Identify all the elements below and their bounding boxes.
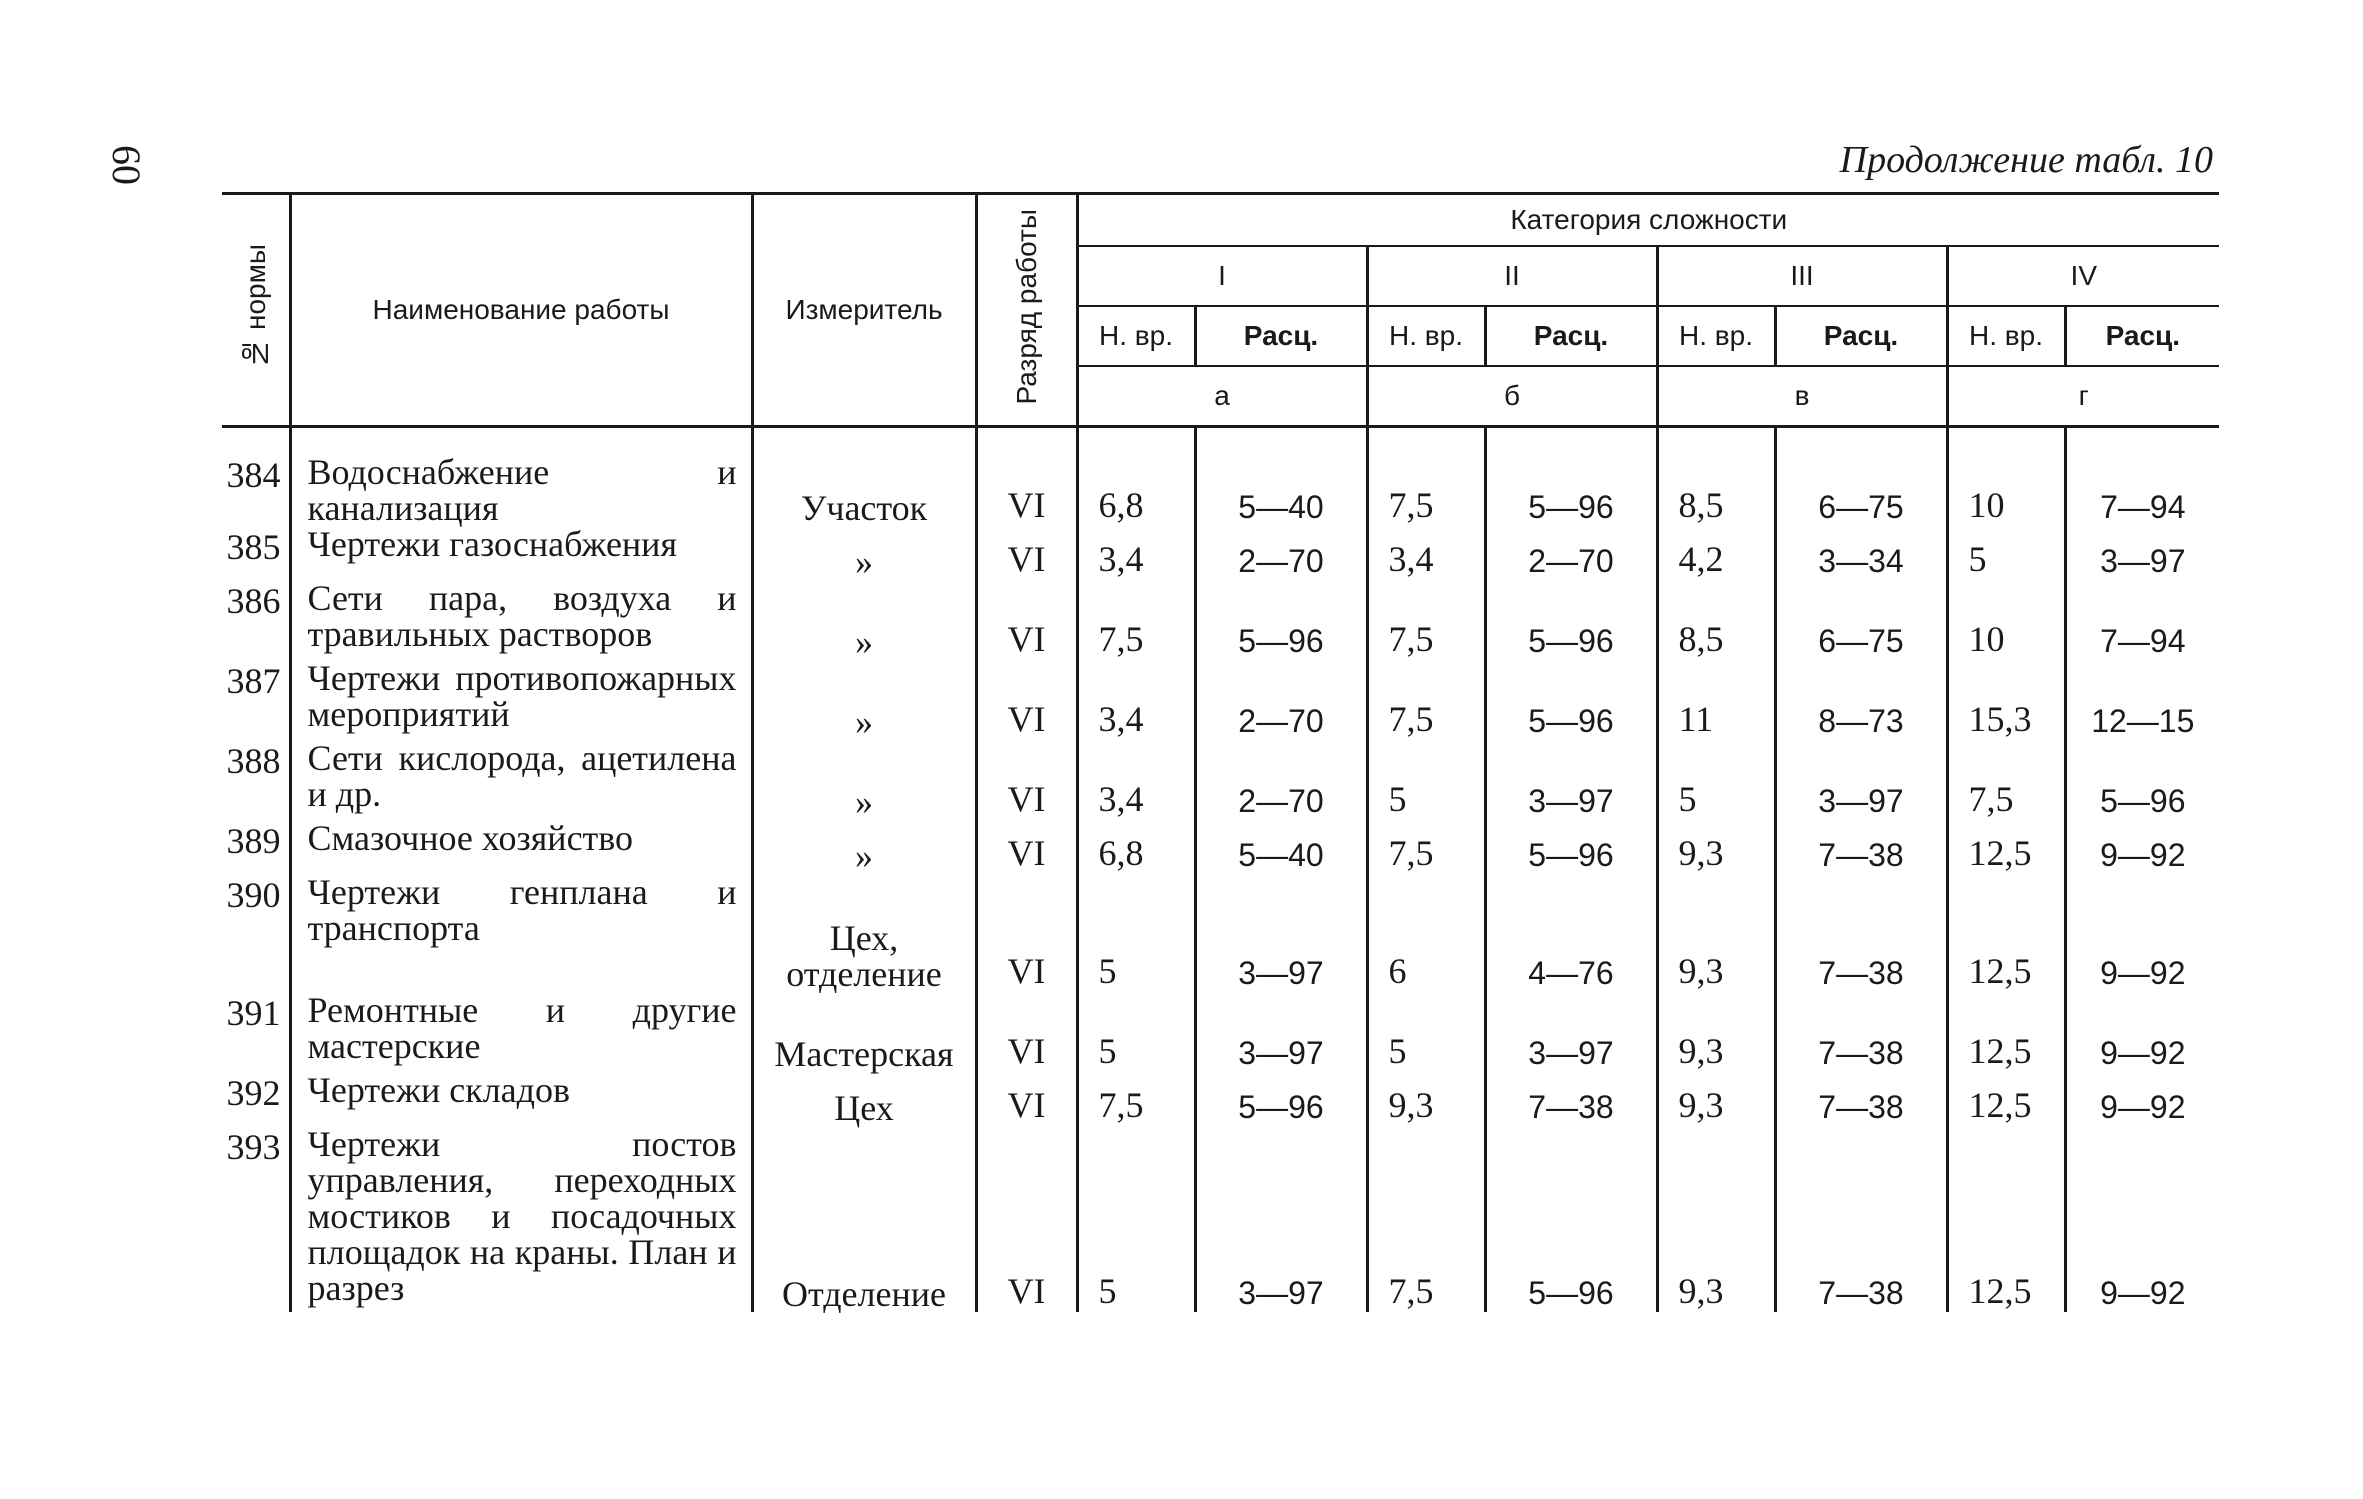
time-norm-cat3: 9,3 <box>1657 1126 1775 1312</box>
time-norm-cat3: 11 <box>1657 660 1775 740</box>
table-continuation-caption: Продолжение табл. 10 <box>1839 139 2213 181</box>
rate-cat1: 3—97 <box>1195 1126 1367 1312</box>
time-norm-cat1: 7,5 <box>1077 1072 1195 1126</box>
header-rasc-4: Расц. <box>2065 306 2219 366</box>
norm-number: 385 <box>226 527 281 567</box>
header-work-name: Наименование работы <box>290 194 752 427</box>
norm-number: 388 <box>226 741 281 781</box>
work-name: Чертежи постов управления, переходных мостиков и посадочных площадок на краны. План и разрез <box>290 1126 752 1312</box>
rate-cat4: 7—94 <box>2065 580 2219 660</box>
rate-cat2: 5—96 <box>1485 1126 1657 1312</box>
rate-cat2: 5—96 <box>1485 454 1657 526</box>
rate-cat2: 3—97 <box>1485 992 1657 1072</box>
rate-cat1: 3—97 <box>1195 992 1367 1072</box>
grade: VI <box>976 820 1077 874</box>
time-norm-cat1: 6,8 <box>1077 820 1195 874</box>
time-norm-cat1: 5 <box>1077 1126 1195 1312</box>
time-norm-cat4: 15,3 <box>1947 660 2065 740</box>
time-norm-cat2: 7,5 <box>1367 580 1485 660</box>
header-rasc-1: Расц. <box>1195 306 1367 366</box>
time-norm-cat3: 9,3 <box>1657 820 1775 874</box>
grade: VI <box>976 992 1077 1072</box>
table-row <box>222 874 2219 992</box>
time-norm-cat4: 12,5 <box>1947 820 2065 874</box>
rate-cat1: 5—96 <box>1195 1072 1367 1126</box>
table-row <box>222 820 2219 874</box>
header-grade: Разряд работы <box>976 194 1077 427</box>
rate-cat1: 5—40 <box>1195 454 1367 526</box>
norm-number: 389 <box>226 821 281 861</box>
table-row <box>222 526 2219 580</box>
grade: VI <box>976 580 1077 660</box>
time-norm-cat3: 9,3 <box>1657 874 1775 992</box>
time-norm-cat1: 6,8 <box>1077 454 1195 526</box>
rate-cat3: 6—75 <box>1775 580 1947 660</box>
table-row <box>222 1072 2219 1126</box>
measure: Цех <box>752 1072 976 1126</box>
time-norm-cat2: 5 <box>1367 740 1485 820</box>
header-complexity: Категория сложности <box>1077 194 2219 247</box>
rate-cat3: 8—73 <box>1775 660 1947 740</box>
time-norm-cat2: 7,5 <box>1367 1126 1485 1312</box>
time-norm-cat2: 7,5 <box>1367 820 1485 874</box>
page-number: 60 <box>104 145 149 185</box>
time-norm-cat1: 5 <box>1077 992 1195 1072</box>
grade: VI <box>976 1072 1077 1126</box>
rate-cat4: 5—96 <box>2065 740 2219 820</box>
rate-cat3: 7—38 <box>1775 1072 1947 1126</box>
work-name: Сети пара, воздуха и травильных растворов <box>290 580 752 660</box>
rate-cat1: 3—97 <box>1195 874 1367 992</box>
rate-cat4: 9—92 <box>2065 992 2219 1072</box>
time-norm-cat4: 12,5 <box>1947 1072 2065 1126</box>
time-norm-cat4: 12,5 <box>1947 992 2065 1072</box>
norms-table <box>222 192 2219 1312</box>
work-name: Чертежи генплана и транспорта <box>290 874 752 992</box>
time-norm-cat1: 3,4 <box>1077 526 1195 580</box>
table-header <box>222 194 2219 427</box>
grade: VI <box>976 874 1077 992</box>
measure: » <box>752 580 976 660</box>
time-norm-cat4: 10 <box>1947 580 2065 660</box>
header-measure: Измеритель <box>752 194 976 427</box>
time-norm-cat2: 7,5 <box>1367 660 1485 740</box>
grade: VI <box>976 660 1077 740</box>
rate-cat2: 7—38 <box>1485 1072 1657 1126</box>
time-norm-cat2: 3,4 <box>1367 526 1485 580</box>
header-letter-a: а <box>1077 366 1367 427</box>
rate-cat1: 2—70 <box>1195 526 1367 580</box>
rate-cat3: 7—38 <box>1775 992 1947 1072</box>
measure: Отделение <box>752 1126 976 1312</box>
header-rasc-2: Расц. <box>1485 306 1657 366</box>
table-row <box>222 740 2219 820</box>
measure: » <box>752 526 976 580</box>
rate-cat4: 9—92 <box>2065 1072 2219 1126</box>
table-row <box>222 454 2219 526</box>
rate-cat3: 7—38 <box>1775 1126 1947 1312</box>
table-row <box>222 660 2219 740</box>
rate-cat4: 9—92 <box>2065 874 2219 992</box>
header-norm-no: № нормы <box>222 194 290 427</box>
grade: VI <box>976 526 1077 580</box>
header-nvr-2: Н. вр. <box>1367 306 1485 366</box>
rate-cat2: 5—96 <box>1485 820 1657 874</box>
measure: Мастерская <box>752 992 976 1072</box>
measure: » <box>752 660 976 740</box>
work-name: Чертежи противопожарных мероприятий <box>290 660 752 740</box>
work-name: Водоснабжение и канализация <box>290 454 752 526</box>
header-category-3: III <box>1657 246 1947 306</box>
norm-number: 387 <box>226 661 281 701</box>
header-category-4: IV <box>1947 246 2219 306</box>
work-name: Чертежи газоснабжения <box>290 526 752 580</box>
header-category-2: II <box>1367 246 1657 306</box>
time-norm-cat2: 7,5 <box>1367 454 1485 526</box>
header-nvr-3: Н. вр. <box>1657 306 1775 366</box>
time-norm-cat1: 3,4 <box>1077 740 1195 820</box>
grade: VI <box>976 740 1077 820</box>
grade: VI <box>976 1126 1077 1312</box>
measure: Цех, отделение <box>752 874 976 992</box>
time-norm-cat3: 9,3 <box>1657 1072 1775 1126</box>
measure: » <box>752 740 976 820</box>
rate-cat2: 5—96 <box>1485 660 1657 740</box>
work-name: Смазочное хозяйство <box>290 820 752 874</box>
norm-number: 392 <box>226 1073 281 1113</box>
header-letter-g: г <box>1947 366 2219 427</box>
norm-number: 384 <box>226 455 281 495</box>
time-norm-cat1: 3,4 <box>1077 660 1195 740</box>
rate-cat2: 5—96 <box>1485 580 1657 660</box>
norm-number: 386 <box>226 581 281 621</box>
time-norm-cat4: 7,5 <box>1947 740 2065 820</box>
header-category-1: I <box>1077 246 1367 306</box>
table-body <box>222 427 2219 1313</box>
rate-cat3: 7—38 <box>1775 820 1947 874</box>
rate-cat4: 9—92 <box>2065 1126 2219 1312</box>
time-norm-cat3: 9,3 <box>1657 992 1775 1072</box>
work-name: Чертежи складов <box>290 1072 752 1126</box>
rate-cat4: 12—15 <box>2065 660 2219 740</box>
grade: VI <box>976 454 1077 526</box>
rate-cat1: 5—40 <box>1195 820 1367 874</box>
time-norm-cat2: 9,3 <box>1367 1072 1485 1126</box>
time-norm-cat3: 5 <box>1657 740 1775 820</box>
work-name: Сети кислорода, ацетилена и др. <box>290 740 752 820</box>
time-norm-cat1: 7,5 <box>1077 580 1195 660</box>
rate-cat2: 2—70 <box>1485 526 1657 580</box>
time-norm-cat2: 5 <box>1367 992 1485 1072</box>
rate-cat2: 3—97 <box>1485 740 1657 820</box>
rate-cat3: 7—38 <box>1775 874 1947 992</box>
time-norm-cat2: 6 <box>1367 874 1485 992</box>
rate-cat3: 3—97 <box>1775 740 1947 820</box>
time-norm-cat3: 8,5 <box>1657 454 1775 526</box>
table-row <box>222 1126 2219 1312</box>
rate-cat1: 5—96 <box>1195 580 1367 660</box>
time-norm-cat3: 8,5 <box>1657 580 1775 660</box>
norm-number: 393 <box>226 1127 281 1167</box>
rate-cat1: 2—70 <box>1195 660 1367 740</box>
time-norm-cat1: 5 <box>1077 874 1195 992</box>
header-letter-b: б <box>1367 366 1657 427</box>
time-norm-cat4: 10 <box>1947 454 2065 526</box>
rate-cat2: 4—76 <box>1485 874 1657 992</box>
norm-number: 390 <box>226 875 281 915</box>
header-nvr-4: Н. вр. <box>1947 306 2065 366</box>
rate-cat4: 7—94 <box>2065 454 2219 526</box>
table-row <box>222 992 2219 1072</box>
rate-cat4: 9—92 <box>2065 820 2219 874</box>
rate-cat4: 3—97 <box>2065 526 2219 580</box>
header-nvr-1: Н. вр. <box>1077 306 1195 366</box>
rate-cat3: 3—34 <box>1775 526 1947 580</box>
time-norm-cat3: 4,2 <box>1657 526 1775 580</box>
norm-number: 391 <box>226 993 281 1033</box>
measure: » <box>752 820 976 874</box>
measure: Участок <box>752 454 976 526</box>
header-letter-v: в <box>1657 366 1947 427</box>
table-row <box>222 580 2219 660</box>
time-norm-cat4: 12,5 <box>1947 1126 2065 1312</box>
header-rasc-3: Расц. <box>1775 306 1947 366</box>
time-norm-cat4: 5 <box>1947 526 2065 580</box>
rate-cat3: 6—75 <box>1775 454 1947 526</box>
time-norm-cat4: 12,5 <box>1947 874 2065 992</box>
rate-cat1: 2—70 <box>1195 740 1367 820</box>
work-name: Ремонтные и другие мастерские <box>290 992 752 1072</box>
